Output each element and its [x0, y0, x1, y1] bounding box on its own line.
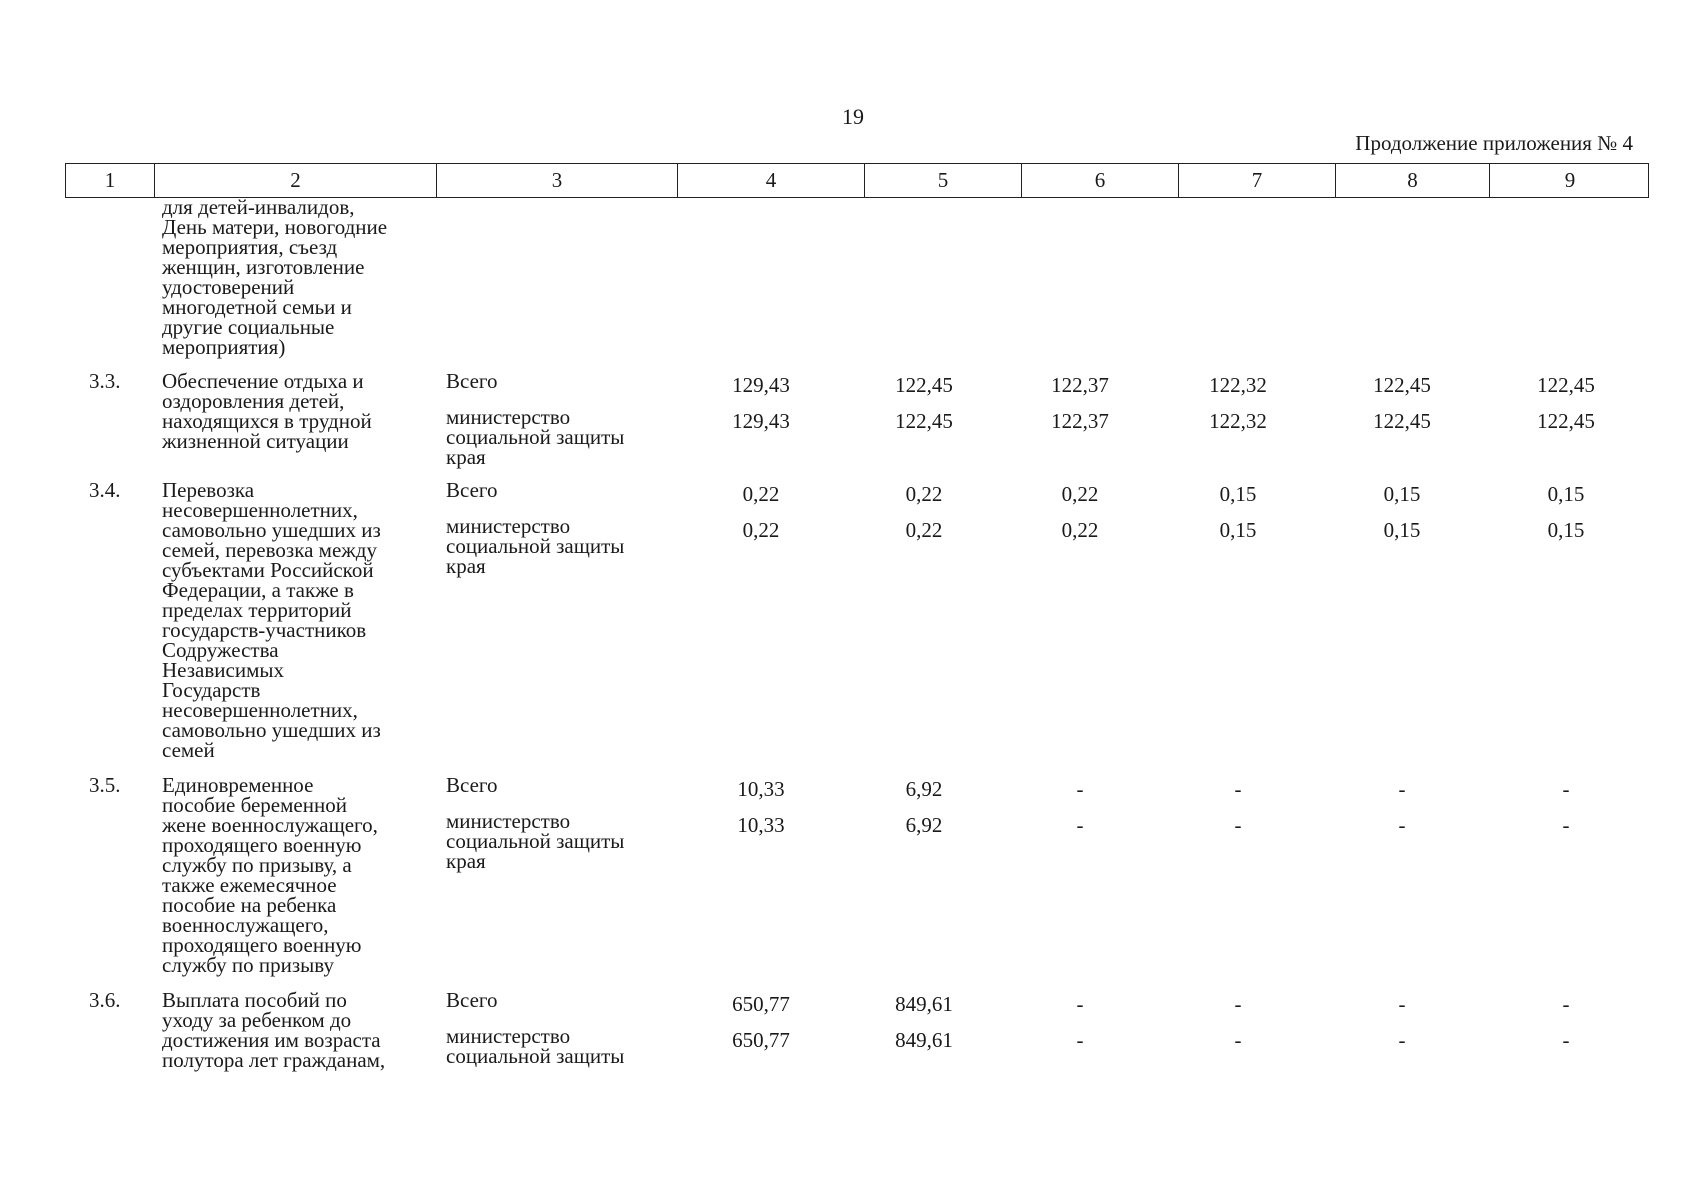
- ministry-value: 122,32: [1209, 409, 1267, 433]
- total-value: -: [1398, 777, 1406, 801]
- ministry-label: министерство социальной защиты края: [446, 514, 625, 578]
- ministry-value: 0,22: [905, 518, 943, 542]
- total-value: 0,22: [742, 482, 780, 506]
- total-value: -: [1398, 992, 1406, 1016]
- ministry-label: министерство социальной защиты края: [446, 809, 625, 873]
- ministry-value: 650,77: [732, 1028, 790, 1052]
- ministry-value: 10,33: [737, 813, 785, 837]
- total-label: Всего: [446, 369, 498, 393]
- col-header-3: 3: [436, 164, 677, 197]
- ministry-label: министерство социальной защиты края: [446, 405, 625, 469]
- ministry-value: 0,15: [1219, 518, 1257, 542]
- ministry-value: -: [1398, 813, 1406, 837]
- total-value: 6,92: [905, 777, 943, 801]
- ministry-label: министерство социальной защиты: [446, 1024, 625, 1068]
- ministry-value: 122,45: [1373, 409, 1431, 433]
- table-header-row: [65, 163, 1649, 198]
- ministry-value: 0,15: [1547, 518, 1585, 542]
- total-value: 0,22: [1061, 482, 1099, 506]
- total-value: -: [1562, 777, 1570, 801]
- total-value: 0,15: [1547, 482, 1585, 506]
- total-value: 122,32: [1209, 373, 1267, 397]
- col-header-1: 1: [104, 168, 116, 192]
- total-value: 650,77: [732, 992, 790, 1016]
- ministry-value: -: [1234, 1028, 1242, 1052]
- col-header-4: 4: [677, 164, 864, 197]
- ministry-value: 0,22: [1061, 518, 1099, 542]
- col-header-7: 7: [1178, 164, 1335, 197]
- col-header-5: 5: [864, 164, 1021, 197]
- total-value: 849,61: [895, 992, 953, 1016]
- total-value: 122,45: [1537, 373, 1595, 397]
- ministry-value: 0,15: [1383, 518, 1421, 542]
- total-value: -: [1076, 777, 1084, 801]
- total-value: 122,45: [895, 373, 953, 397]
- total-value: 0,15: [1219, 482, 1257, 506]
- total-label: Всего: [446, 773, 498, 797]
- total-label: Всего: [446, 988, 498, 1012]
- ministry-value: 122,45: [1537, 409, 1595, 433]
- ministry-value: 849,61: [895, 1028, 953, 1052]
- total-label: Всего: [446, 478, 498, 502]
- total-value: -: [1234, 777, 1242, 801]
- row-number: 3.5.: [89, 773, 121, 797]
- total-value: -: [1562, 992, 1570, 1016]
- ministry-value: 122,37: [1051, 409, 1109, 433]
- total-value: 122,45: [1373, 373, 1431, 397]
- col-header-9: 9: [1489, 164, 1650, 197]
- page-number: 19: [842, 104, 864, 129]
- ministry-value: 129,43: [732, 409, 790, 433]
- total-value: 0,15: [1383, 482, 1421, 506]
- ministry-value: -: [1076, 1028, 1084, 1052]
- ministry-value: 122,45: [895, 409, 953, 433]
- ministry-value: 6,92: [905, 813, 943, 837]
- row-description: Выплата пособий по уходу за ребенком до достижения им возраста полутора лет гражданам,: [162, 988, 386, 1072]
- row-number: 3.4.: [89, 478, 121, 502]
- row-description: Перевозка несовершеннолетних, самовольно ушедших из семей, перевозка между субъектами Российской Федерации, а также в пределах территорий государств-участников Содружества Независимых Государств несовершеннолетних, самовольно ушедших из семей: [162, 478, 381, 762]
- total-value: 129,43: [732, 373, 790, 397]
- ministry-value: 0,22: [742, 518, 780, 542]
- row-description: Единовременное пособие беременной жене военнослужащего, проходящего военную службу по призыву, а также ежемесячное пособие на ребенка военнослужащего, проходящего военную службу по призыву: [162, 773, 378, 977]
- ministry-value: -: [1398, 1028, 1406, 1052]
- appendix-note: Продолжение приложения № 4: [1355, 131, 1633, 155]
- continuation-description: для детей-инвалидов, День матери, новогодние мероприятия, съезд женщин, изготовление удостоверений многодетной семьи и другие социальные мероприятия): [162, 195, 388, 359]
- col-header-2: 2: [154, 164, 436, 197]
- row-number: 3.6.: [89, 988, 121, 1012]
- row-number: 3.3.: [89, 369, 121, 393]
- ministry-value: -: [1076, 813, 1084, 837]
- total-value: 10,33: [737, 777, 785, 801]
- col-header-6: 6: [1021, 164, 1178, 197]
- ministry-value: -: [1562, 813, 1570, 837]
- col-header-8: 8: [1335, 164, 1489, 197]
- ministry-value: -: [1234, 813, 1242, 837]
- row-description: Обеспечение отдыха и оздоровления детей, находящихся в трудной жизненной ситуации: [162, 369, 372, 453]
- ministry-value: -: [1562, 1028, 1570, 1052]
- total-value: -: [1076, 992, 1084, 1016]
- total-value: -: [1234, 992, 1242, 1016]
- total-value: 122,37: [1051, 373, 1109, 397]
- total-value: 0,22: [905, 482, 943, 506]
